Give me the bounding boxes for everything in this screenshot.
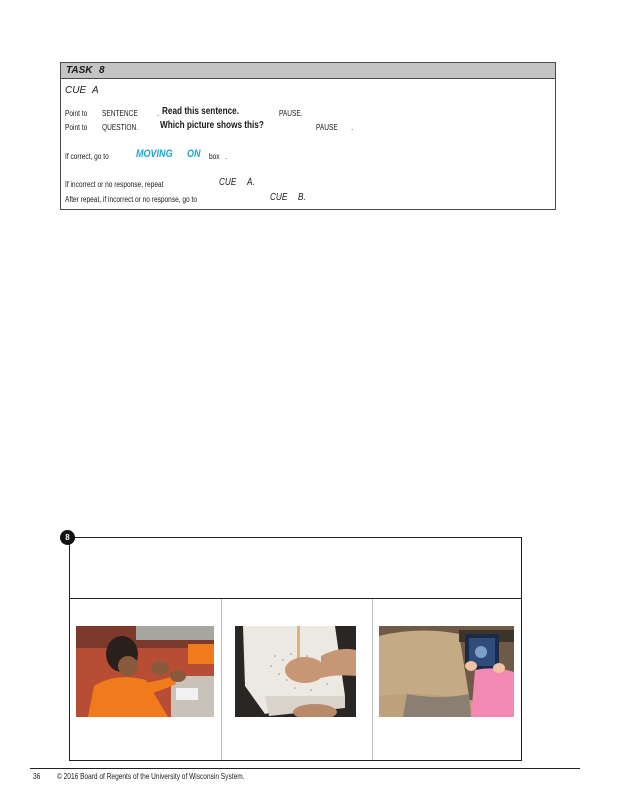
cue-label: CUE <box>65 85 87 96</box>
incorrect-prefix: If incorrect or no response, repeat <box>65 180 164 189</box>
line2-prefix: Point to <box>65 123 88 132</box>
copyright-notice: © 2016 Board of Regents of the University of Wisconsin System. <box>57 772 245 781</box>
photo-girl-svg <box>379 626 514 717</box>
task-header <box>61 63 555 79</box>
incorrect-cue-label: CUE <box>219 177 237 188</box>
boy-counting-fingers-photo[interactable] <box>76 626 214 717</box>
correct-prefix: If correct, go to <box>65 152 109 161</box>
column-divider <box>372 599 373 760</box>
task-label: TASK <box>66 65 93 76</box>
line1-pause: PAUSE. <box>279 109 303 118</box>
incorrect-cue-letter: A. <box>247 177 255 188</box>
correct-suffix: box <box>209 152 220 161</box>
page-number: 36 <box>33 772 41 781</box>
repeat-cue-label: CUE <box>270 192 288 203</box>
task-box <box>60 62 556 210</box>
panel-divider <box>70 598 521 599</box>
moving-link-word[interactable]: MOVING <box>136 148 173 160</box>
photo-boy-svg <box>76 626 214 717</box>
line2-dot: . <box>351 123 354 132</box>
task-number: 8 <box>99 65 105 76</box>
column-divider <box>221 599 222 760</box>
cue-letter: A <box>92 85 99 96</box>
on-link-word[interactable]: ON <box>187 148 201 160</box>
repeat-prefix: After repeat, if incorrect or no response, go to <box>65 195 198 204</box>
photo-hand-svg <box>235 626 356 717</box>
correct-dot: . <box>225 152 228 161</box>
line2-target: QUESTION. <box>102 123 139 132</box>
line1-dot: . <box>157 109 160 118</box>
line1-instruction: Read this sentence. <box>162 106 240 117</box>
line2-instruction: Which picture shows this? <box>160 120 264 131</box>
picture-panel <box>69 537 522 761</box>
footer-rule <box>30 768 580 769</box>
hand-tracing-paper-photo[interactable] <box>235 626 356 717</box>
line1-target: SENTENCE <box>102 109 138 118</box>
repeat-cue-letter: B. <box>298 192 306 203</box>
picture-number-badge: 8 <box>60 530 75 545</box>
line2-pause: PAUSE <box>316 123 338 132</box>
girl-reading-book-photo[interactable] <box>379 626 514 717</box>
line1-prefix: Point to <box>65 109 88 118</box>
